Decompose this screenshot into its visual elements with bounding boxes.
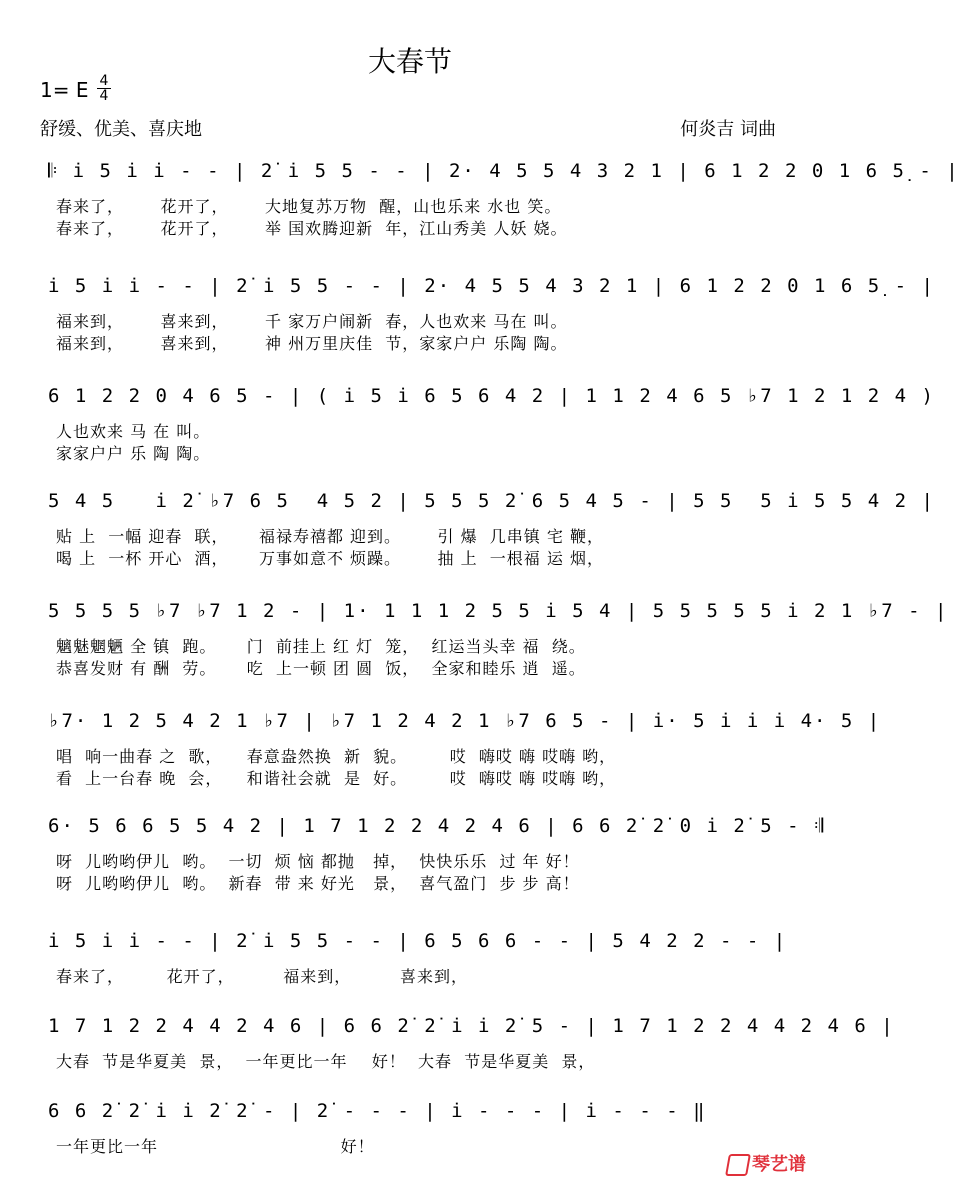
- notation-line: 6 1 2 2 0 4 6 5 - | ( i̇ 5 i̇ 6 5 6 4 2 | 1 1 2 4 6 5 ♭7 1 2 1 2 4 ): [48, 385, 935, 407]
- logo-text: 琴艺谱: [752, 1154, 806, 1175]
- lyric-line: 春来了， 花开了， 大地复苏万物 醒，山也乐来 水也 笑。: [56, 197, 562, 216]
- meter-top: 4: [99, 73, 109, 89]
- lyric-line: 一年更比一年 好！: [56, 1137, 375, 1156]
- meter-bottom: 4: [97, 88, 111, 103]
- performance-direction: 舒缓、优美、喜庆地: [40, 119, 202, 140]
- time-signature: [97, 74, 111, 103]
- site-logo: [727, 1150, 806, 1176]
- lyric-line: 大春 节是华夏美 景， 一年更比一年 好！ 大春 节是华夏美 景，: [56, 1052, 596, 1071]
- notation-line: 5 5 5 5 ♭7 ♭7 1 2 - | 1· 1 1 1 2 5 5 i̇ 5 4 | 5 5 5 5 5 i̇ 2 1 ♭7 - |: [48, 600, 949, 622]
- notation-line: 5 4 5 i̇ 2̇ ♭7 6 5 4 5 2 | 5 5 5 2̇ 6 5 4 5 - | 5 5 5 i̇ 5 5 4 2 |: [48, 490, 935, 512]
- notation-line: 6 6 2̇ 2̇ i̇ i̇ 2̇ 2̇ - | 2̇ - - - | i̇ - - - | i̇ - - - ‖: [48, 1100, 707, 1122]
- lyric-line: 呀 儿哟哟伊儿 哟。 一切 烦 恼 都抛 掉， 快快乐乐 过 年 好！: [56, 852, 580, 871]
- notation-line: 1 7 1 2 2 4 4 2 4 6 | 6 6 2̇ 2̇ i̇ i̇ 2̇ 5 - | 1 7 1 2 2 4 4 2 4 6 |: [48, 1015, 895, 1037]
- lyric-line: 贴 上 一幅 迎春 联， 福禄寿禧都 迎到。 引 爆 几串镇 宅 鞭，: [56, 527, 604, 546]
- notation-line: i̇ 5 i̇ i̇ - - | 2̇ i̇ 5 5 - - | 6 5 6 6 - - | 5 4 2 2 - - |: [48, 930, 788, 952]
- lyric-line: 人也欢来 马 在 叫。: [56, 422, 211, 441]
- notation-line: 6· 5 6 6 5 5 4 2 | 1 7 1 2 2 4 2 4 6 | 6 6 2̇ 2̇ 0 i̇ 2̇ 5 - 𝄇: [48, 815, 826, 837]
- composer-credit: 何炎吉 词曲: [680, 119, 776, 140]
- lyric-line: 魑魅魍魉 全 镇 跑。 门 前挂上 红 灯 笼， 红运当头幸 福 绕。: [56, 637, 586, 656]
- lyric-line: 恭喜发财 有 酬 劳。 吃 上一顿 团 圆 饭， 全家和睦乐 逍 遥。: [56, 659, 586, 678]
- lyric-line: 福来到， 喜来到， 神 州万里庆佳 节，家家户户 乐陶 陶。: [56, 334, 568, 353]
- lyric-line: 福来到， 喜来到， 千 家万户闹新 春，人也欢来 马在 叫。: [56, 312, 568, 331]
- lyric-line: 春来了， 花开了， 举 国欢腾迎新 年，江山秀美 人妖 娆。: [56, 219, 568, 238]
- lyric-line: 春来了， 花开了， 福来到， 喜来到，: [56, 967, 468, 986]
- notation-line: ♭7· 1 2 5 4 2 1 ♭7 | ♭7 1 2 4 2 1 ♭7 6 5 - | i̇· 5 i̇ i̇ i̇ 4· 5 |: [48, 710, 882, 732]
- key-signature: 1= E: [40, 78, 89, 102]
- lyric-line: 唱 响一曲春 之 歌， 春意盎然换 新 貌。 哎 嗨哎 嗨 哎嗨 哟，: [56, 747, 617, 766]
- lyric-line: 家家户户 乐 陶 陶。: [56, 444, 211, 463]
- song-title: 大春节: [367, 45, 452, 78]
- notation-line: i̇ 5 i̇ i̇ - - | 2̇ i̇ 5 5 - - | 2· 4 5 5 4 3 2 1 | 6 1 2 2 0 1 6 5̣ - |: [48, 275, 935, 297]
- lyric-line: 呀 儿哟哟伊儿 哟。 新春 带 来 好光 景， 喜气盈门 步 步 高！: [56, 874, 580, 893]
- lyric-line: 看 上一台春 晚 会， 和谐社会就 是 好。 哎 嗨哎 嗨 哎嗨 哟，: [56, 769, 617, 788]
- notation-line: 𝄆 i̇ 5 i̇ i̇ - - | 2̇ i̇ 5 5 - - | 2· 4 5 5 4 3 2 1 | 6 1 2 2 0 1 6 5̣ - |: [48, 160, 960, 182]
- lyric-line: 喝 上 一杯 开心 酒， 万事如意不 烦躁。 抽 上 一根福 运 烟，: [56, 549, 604, 568]
- logo-icon: [725, 1154, 751, 1176]
